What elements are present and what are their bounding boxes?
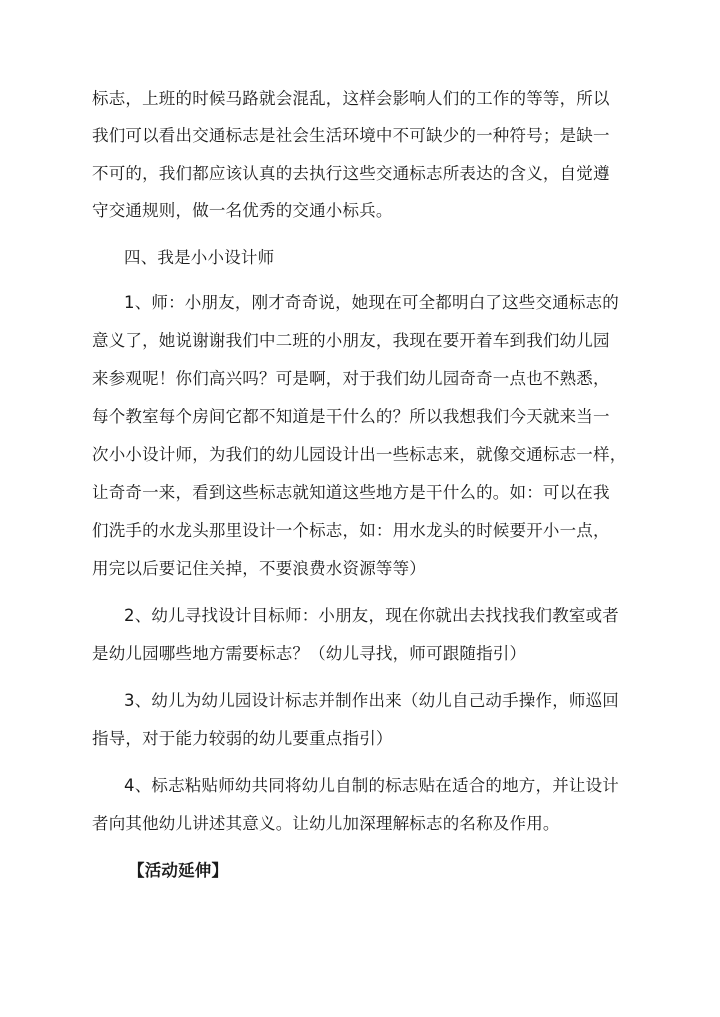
paragraph-line: 2、幼儿寻找设计目标师：小朋友，现在你就出去找找我们教室或者 bbox=[124, 606, 619, 625]
paragraph-line: 3、幼儿为幼儿园设计标志并制作出来（幼儿自己动手操作，师巡回 bbox=[124, 691, 619, 710]
paragraph-line: 用完以后要记住关掉，不要浪费水资源等等） bbox=[92, 559, 426, 578]
paragraph-line: 不可的，我们都应该认真的去执行这些交通标志所表达的含义，自觉遵 bbox=[92, 164, 610, 183]
paragraph-line: 次小小设计师，为我们的幼儿园设计出一些标志来，就像交通标志一样， bbox=[92, 445, 627, 464]
paragraph-line: 们洗手的水龙头那里设计一个标志，如：用水龙头的时候要开小一点， bbox=[92, 521, 610, 540]
paragraph-line: 每个教室每个房间它都不知道是干什么的？所以我想我们今天就来当一 bbox=[92, 407, 610, 426]
paragraph-line: 1、师：小朋友，刚才奇奇说，她现在可全都明白了这些交通标志的 bbox=[124, 293, 619, 312]
paragraph-line: 标志，上班的时候马路就会混乱，这样会影响人们的工作的等等，所以 bbox=[92, 89, 610, 108]
section-heading-bold: 【活动延伸】 bbox=[128, 861, 229, 880]
paragraph-line: 是幼儿园哪些地方需要标志？（幼儿寻找，师可跟随指引） bbox=[92, 644, 527, 663]
paragraph-line: 来参观呢！你们高兴吗？可是啊，对于我们幼儿园奇奇一点也不熟悉， bbox=[92, 369, 610, 388]
paragraph-line: 让奇奇一来，看到这些标志就知道这些地方是干什么的。如：可以在我 bbox=[92, 483, 610, 502]
paragraph-line: 守交通规则，做一名优秀的交通小标兵。 bbox=[92, 201, 393, 220]
paragraph-line: 4、标志粘贴师幼共同将幼儿自制的标志贴在适合的地方，并让设计 bbox=[124, 776, 619, 795]
paragraph-line: 我们可以看出交通标志是社会生活环境中不可缺少的一种符号；是缺一 bbox=[92, 126, 610, 145]
paragraph-line: 意义了，她说谢谢我们中二班的小朋友，我现在要开着车到我们幼儿园 bbox=[92, 331, 610, 350]
section-heading: 四、我是小小设计师 bbox=[124, 248, 275, 267]
paragraph-line: 指导，对于能力较弱的幼儿要重点指引） bbox=[92, 729, 393, 748]
paragraph-line: 者向其他幼儿讲述其意义。让幼儿加深理解标志的名称及作用。 bbox=[92, 814, 560, 833]
